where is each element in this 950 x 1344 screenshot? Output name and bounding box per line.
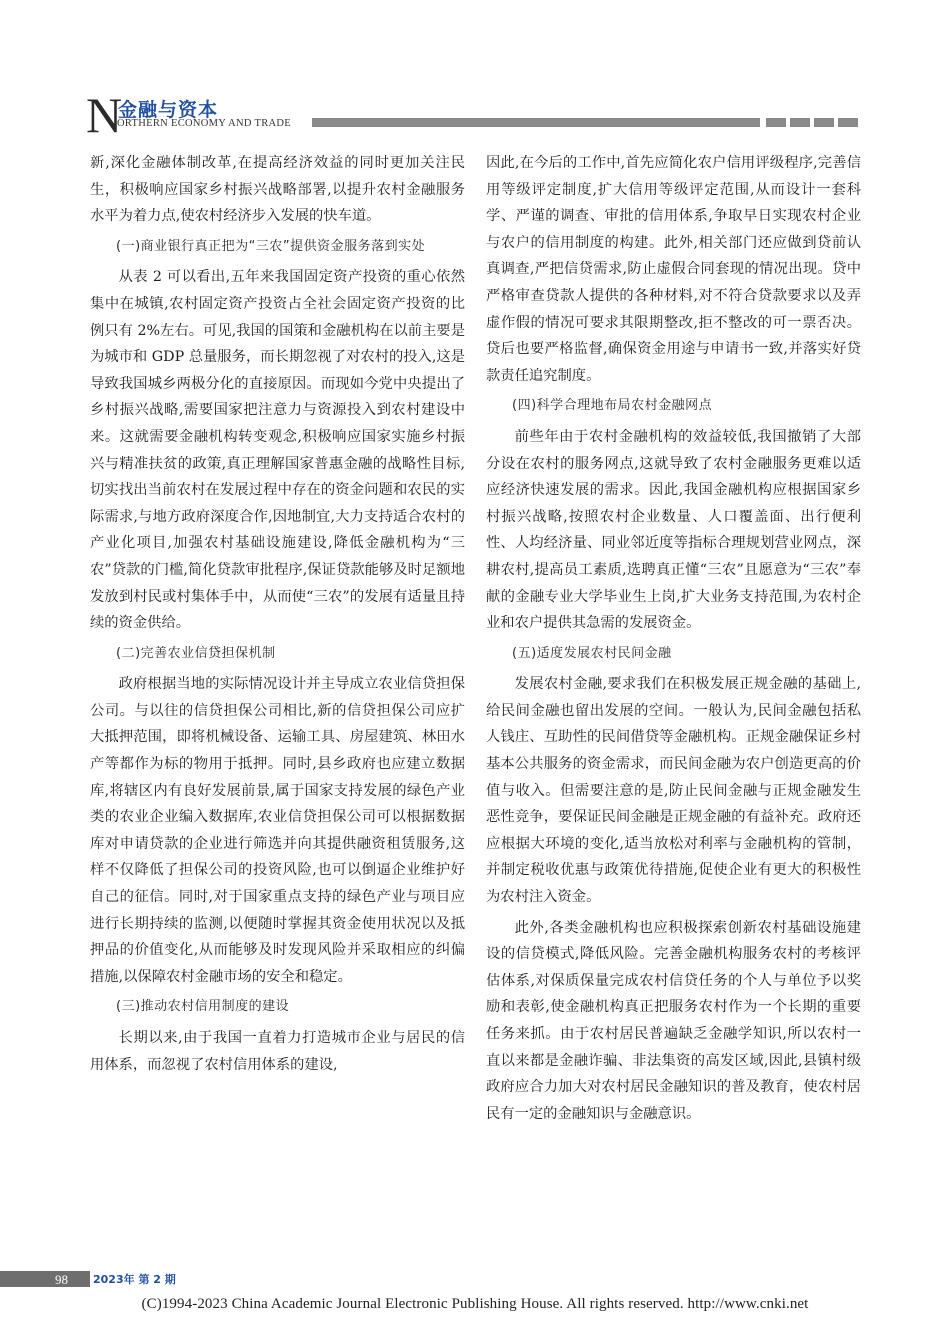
paragraph: 因此,在今后的工作中,首先应简化农户信用评级程序,完善信用等级评定制度,扩大信用等级评定范围,从而设计一套科学、严谨的调查、审批的信用体系,争取早日实现农村企业与农户的信用制度的构建。此外,相关部门还应做到贷前认真调查,严把信贷需求,防止虚假合同套现的情况出现。贷中严格审查贷款人提供的各种材料,对不符合贷款要求以及弄虚作假的情况可要求其限期整改,拒不整改的可一票否决。贷后也要严格监督,确保资金用途与申请书一致,并落实好贷款责任追究制度。 — [486, 155, 861, 384]
paragraph: 发展农村金融,要求我们在积极发展正规金融的基础上,给民间金融也留出发展的空间。一般认为,民间金融包括私人钱庄、互助性的民间借贷等金融机构。正规金融保证乡村基本公共服务的资金需求，而民间金融为农户创造更高的价值与收入。但需要注意的是,防止民间金融与正规金融发生恶性竞争，要保证民间金融是正规金融的有益补充。政府还应根据大环境的变化,适当放松对利率与金融机构的管制，并制定税收优惠与政策优待措施,促使企业有更大的积极性为农村注入资金。 — [486, 676, 861, 906]
header-rule-dash — [790, 118, 810, 127]
copyright-notice: (C)1994-2023 China Academic Journal Electronic Publishing House. All rights reserved. http://www.cnki.net — [141, 1296, 809, 1312]
section-title: 金融与资本 — [118, 99, 219, 121]
right-column — [486, 150, 861, 1131]
left-column — [90, 150, 465, 1082]
section-heading: (三)推动农村信用制度的建设 — [116, 999, 290, 1015]
page-number: 98 — [55, 1272, 68, 1287]
section-heading: (二)完善农业信贷担保机制 — [116, 645, 276, 661]
journal-name: ORTHERN ECONOMY AND TRADE — [117, 118, 291, 129]
section-heading: (四)科学合理地布局农村金融网点 — [512, 398, 713, 414]
header-initial: N — [86, 87, 123, 143]
section-heading: (一)商业银行真正把为“三农”提供资金服务落到实处 — [116, 238, 426, 254]
paragraph: 新,深化金融体制改革,在提高经济效益的同时更加关注民生，积极响应国家乡村振兴战略部署,以提升农村金融服务水平为着力点,使农村经济步入发展的快车道。 — [90, 155, 465, 225]
paragraph: 此外,各类金融机构也应积极探索创新农村基础设施建设的信贷模式,降低风险。完善金融机构服务农村的考核评估体系,对保质保量完成农村信贷任务的个人与单位予以奖励和表彰,使金融机构真正把服务农村作为一个长期的重要任务来抓。由于农村居民普遍缺乏金融学知识,所以农村一直以来都是金融诈骗、非法集资的高发区域,因此,县镇村级政府应合力加大对农村居民金融知识的普及教育，使农村居民有一定的金融知识与金融意识。 — [486, 919, 861, 1122]
header-rule — [312, 118, 760, 127]
issue-label: 2023年 第 2 期 — [93, 1273, 176, 1286]
paragraph: 从表 2 可以看出,五年来我国固定资产投资的重心依然集中在城镇,农村固定资产投资占全社会固定资产投资的比例只有 2%左右。可见,我国的国策和金融机构在以前主要是为城市和 GDP 总量服务，而长期忽视了对农村的投入,这是导致我国城乡两极分化的直接原因。而现如今党中央提出了乡村振兴战略,需要国家把注意力与资源投入到农村建设中来。这就需要金融机构转变观念,积极响应国家实施乡村振兴与精准扶贫的政策,真正理解国家普惠金融的战略性目标,切实找出当前农村在发展过程中存在的资金问题和农民的实际需求,与地方政府深度合作,因地制宜,大力支持适合农村的产业化项目,加强农村基础设施建设,降低金融机构为“三农”贷款的门槛,简化贷款审批程序,保证贷款能够及时足额地发放到村民或村集体手中，从而使“三农”的发展有适量且持续的资金供给。 — [90, 269, 465, 632]
section-heading: (五)适度发展农村民间金融 — [512, 645, 672, 661]
header-rule-dash — [814, 118, 834, 127]
header-rule-dash — [838, 118, 858, 127]
header-rule-dash — [766, 118, 786, 127]
paragraph: 政府根据当地的实际情况设计并主导成立农业信贷担保公司。与以往的信贷担保公司相比,新的信贷担保公司应扩大抵押范围，即将机械设备、运输工具、房屋建筑、林田水产等都作为标的物用于抵押。同时,县乡政府也应建立数据库,将辖区内有良好发展前景,属于国家支持发展的绿色产业类的农业企业编入数据库,农业信贷担保公司可以根据数据库对申请贷款的企业进行筛选并向其提供融资租赁服务,这样不仅降低了担保公司的投资风险,也可以倒逼企业维护好自己的征信。同时,对于国家重点支持的绿色产业与项目应进行长期持续的监测,以便随时掌握其资金使用状况以及抵押品的价值变化,从而能够及时发现风险并采取相应的纠偏措施,以保障农村金融市场的安全和稳定。 — [90, 676, 465, 985]
paragraph: 前些年由于农村金融机构的效益较低,我国撤销了大部分设在农村的服务网点,这就导致了农村金融服务更难以适应经济快速发展的需求。因此,我国金融机构应根据国家乡村振兴战略,按照农村企业数量、人口覆盖面、出行便利性、人均经济量、同业邻近度等指标合理规划营业网点，深耕农村,提高员工素质,选聘真正懂“三农”且愿意为“三农”奉献的金融专业大学毕业生上岗,扩大业务支持范围,为农村企业和农户提供其急需的发展资金。 — [486, 428, 861, 632]
paragraph: 长期以来,由于我国一直着力打造城市企业与居民的信用体系，而忽视了农村信用体系的建设, — [90, 1030, 465, 1073]
